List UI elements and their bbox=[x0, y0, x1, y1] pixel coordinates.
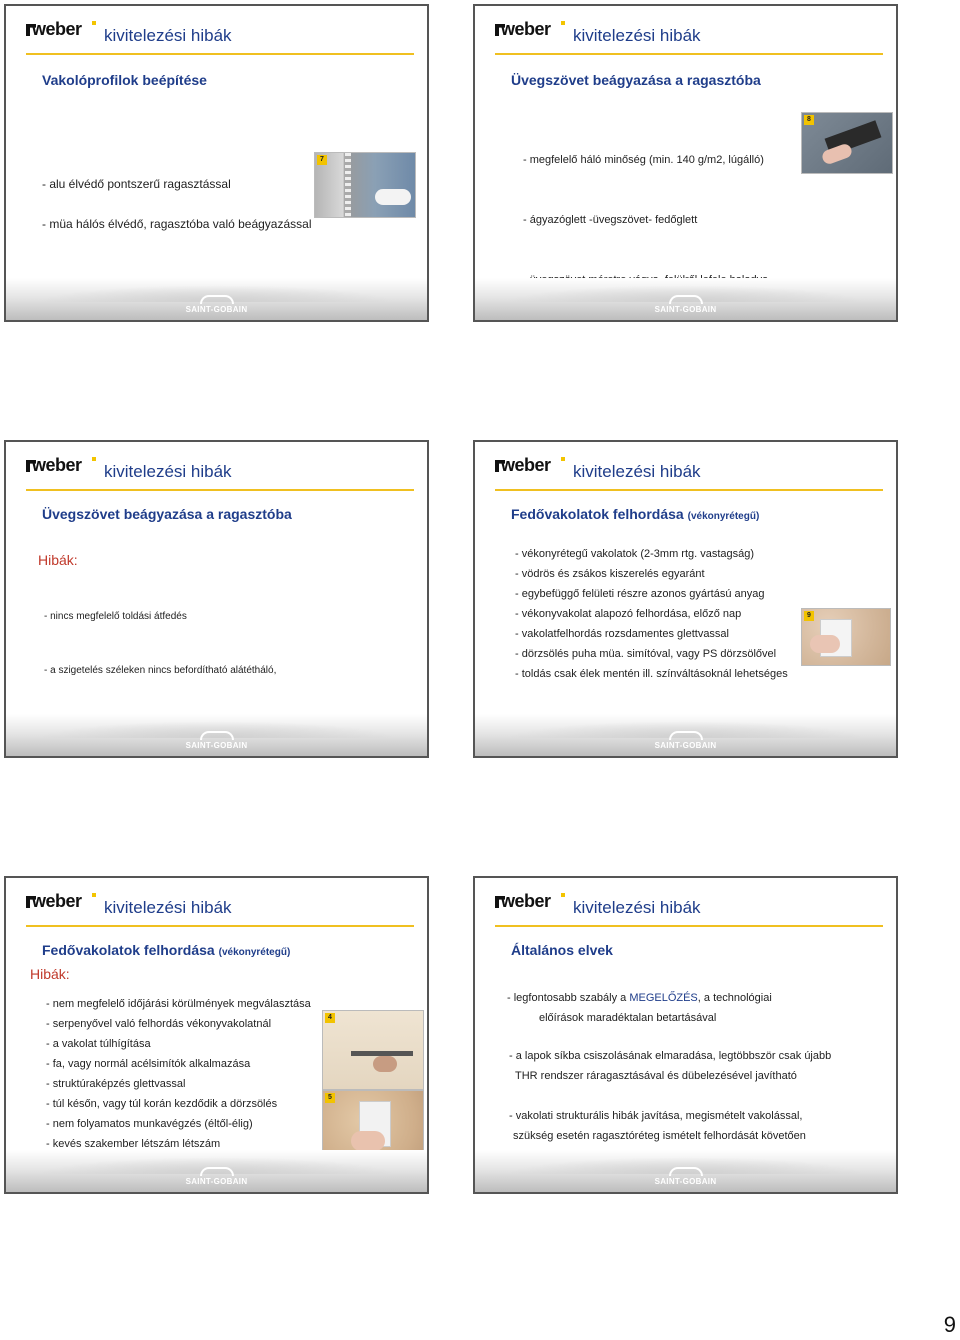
saint-gobain-logo: SAINT-GOBAIN bbox=[6, 1167, 427, 1186]
list-item: - megfelelő háló minőség (min. 140 g/m2, lúgálló) bbox=[523, 154, 764, 166]
slide-3 bbox=[4, 440, 429, 758]
slide-4 bbox=[473, 440, 898, 758]
bullet-list bbox=[515, 544, 788, 684]
list-item: - túl későn, vagy túl korán kezdődik a dörzsölés bbox=[46, 1098, 278, 1110]
mesh-embedding-photo bbox=[801, 112, 893, 174]
list-item: - vékonyrétegű vakolatok (2-3mm rtg. vastagság) bbox=[515, 548, 755, 560]
paragraph-line: - vakolati strukturális hibák javítása, megismételt vakolással, bbox=[509, 1110, 803, 1122]
list-item: - kevés szakember létszám létszám bbox=[46, 1138, 221, 1150]
weber-logo: weber bbox=[495, 894, 563, 912]
subtitle-note: (vékonyrétegű) bbox=[218, 947, 291, 958]
slide-subtitle: Általános elvek bbox=[511, 942, 613, 958]
slide-footer bbox=[475, 1150, 896, 1192]
list-item: - struktúraképzés glettvassal bbox=[46, 1078, 186, 1090]
list-item: - vékonyvakolat alapozó felhordása, előző nap bbox=[515, 608, 742, 620]
list-item: - alu élvédő pontszerű ragasztással bbox=[42, 177, 231, 191]
slide-5 bbox=[4, 876, 429, 1194]
list-item: - nem megfelelő időjárási körülmények megválasztása bbox=[46, 998, 311, 1010]
photo-number-badge: 7 bbox=[317, 155, 327, 165]
title-rule bbox=[26, 53, 414, 55]
principle-paragraph-2 bbox=[509, 1046, 831, 1086]
text-run: , a technológiai bbox=[697, 992, 772, 1004]
trowel-photo bbox=[322, 1010, 424, 1090]
slide-subtitle bbox=[511, 506, 759, 522]
photo-number-badge: 9 bbox=[804, 611, 814, 621]
saint-gobain-logo: SAINT-GOBAIN bbox=[6, 731, 427, 750]
bullet-list bbox=[42, 164, 312, 244]
photo-number-badge: 5 bbox=[325, 1093, 335, 1103]
saint-gobain-logo: SAINT-GOBAIN bbox=[6, 295, 427, 314]
title-rule bbox=[495, 489, 883, 491]
title-rule bbox=[495, 53, 883, 55]
slide-subtitle: Üvegszövet beágyazása a ragasztóba bbox=[42, 506, 292, 522]
list-item: - serpenyővel való felhordás vékonyvakolatnál bbox=[46, 1018, 272, 1030]
slide-footer bbox=[475, 278, 896, 320]
slide-6 bbox=[473, 876, 898, 1194]
saint-gobain-logo: SAINT-GOBAIN bbox=[475, 731, 896, 750]
text-run: - legfontosabb szabály a bbox=[507, 992, 630, 1004]
paragraph-line: THR rendszer ráragasztásával és dübelezésével javítható bbox=[515, 1070, 797, 1082]
slide-title: kivitelezési hibák bbox=[573, 26, 701, 45]
slide-footer bbox=[475, 714, 896, 756]
slide-1 bbox=[4, 4, 429, 322]
title-rule bbox=[495, 925, 883, 927]
list-item: - ágyazóglett -üvegszövet- fedőglett bbox=[523, 214, 698, 226]
subtitle-note: (vékonyrétegű) bbox=[687, 511, 760, 522]
slide-2 bbox=[473, 4, 898, 322]
weber-logo: weber bbox=[495, 458, 563, 476]
slide-title: kivitelezési hibák bbox=[104, 26, 232, 45]
weber-logo: weber bbox=[26, 894, 94, 912]
weber-logo: weber bbox=[495, 22, 563, 40]
principle-paragraph-1 bbox=[507, 988, 772, 1028]
errors-heading: Hibák: bbox=[30, 966, 70, 982]
slide-subtitle: Üvegszövet beágyazása a ragasztóba bbox=[511, 72, 761, 88]
list-item: - müa hálós élvédő, ragasztóba való beágyazással bbox=[42, 217, 312, 231]
slide-title: kivitelezési hibák bbox=[104, 898, 232, 917]
plaster-rubbing-photo bbox=[801, 608, 891, 666]
page-number: 9 bbox=[943, 1312, 956, 1337]
title-rule bbox=[26, 925, 414, 927]
paragraph-line bbox=[507, 988, 772, 1008]
subtitle-main: Fedővakolatok felhordása bbox=[42, 942, 215, 958]
wall-corner-photo bbox=[314, 152, 416, 218]
slide-footer bbox=[6, 714, 427, 756]
subtitle-main: Fedővakolatok felhordása bbox=[511, 506, 684, 522]
slide-footer bbox=[6, 278, 427, 320]
errors-heading: Hibák: bbox=[38, 552, 78, 568]
list-item: - vödrös és zsákos kiszerelés egyaránt bbox=[515, 568, 705, 580]
slide-footer bbox=[6, 1150, 427, 1192]
title-rule bbox=[26, 489, 414, 491]
emphasis-text: MEGELŐZÉS bbox=[629, 992, 698, 1004]
bullet-list bbox=[46, 994, 311, 1154]
list-item: - vakolatfelhordás rozsdamentes glettvassal bbox=[515, 628, 729, 640]
slide-subtitle bbox=[42, 942, 290, 958]
photo-number-badge: 4 bbox=[325, 1013, 335, 1023]
principle-paragraph-3 bbox=[509, 1106, 806, 1146]
list-item: - a vakolat túlhígítása bbox=[46, 1038, 151, 1050]
list-item: - toldás csak élek mentén ill. színváltásoknál lehetséges bbox=[515, 668, 788, 680]
list-item: - egybefüggő felületi részre azonos gyártású anyag bbox=[515, 588, 765, 600]
slide-subtitle: Vakolóprofilok beépítése bbox=[42, 72, 207, 88]
list-item: - nincs megfelelő toldási átfedés bbox=[44, 611, 187, 622]
slide-title: kivitelezési hibák bbox=[573, 462, 701, 481]
paragraph-line: előírások maradéktalan betartásával bbox=[539, 1012, 717, 1024]
paragraph-line: - a lapok síkba csiszolásának elmaradása, legtöbbször csak újabb bbox=[509, 1050, 832, 1062]
weber-logo: weber bbox=[26, 22, 94, 40]
photo-number-badge: 8 bbox=[804, 115, 814, 125]
weber-logo: weber bbox=[26, 458, 94, 476]
list-item: - fa, vagy normál acélsimítók alkalmazása bbox=[46, 1058, 251, 1070]
slide-title: kivitelezési hibák bbox=[104, 462, 232, 481]
paragraph-line: szükség esetén ragasztóréteg ismételt felhordását követően bbox=[513, 1130, 806, 1142]
list-item: - nem folyamatos munkavégzés (éltől-élig) bbox=[46, 1118, 253, 1130]
list-item: - a szigetelés széleken nincs befordítható alátétháló, bbox=[44, 665, 277, 676]
slide-title: kivitelezési hibák bbox=[573, 898, 701, 917]
list-item: - dörzsölés puha müa. simítóval, vagy PS dörzsölővel bbox=[515, 648, 777, 660]
saint-gobain-logo: SAINT-GOBAIN bbox=[475, 1167, 896, 1186]
saint-gobain-logo: SAINT-GOBAIN bbox=[475, 295, 896, 314]
